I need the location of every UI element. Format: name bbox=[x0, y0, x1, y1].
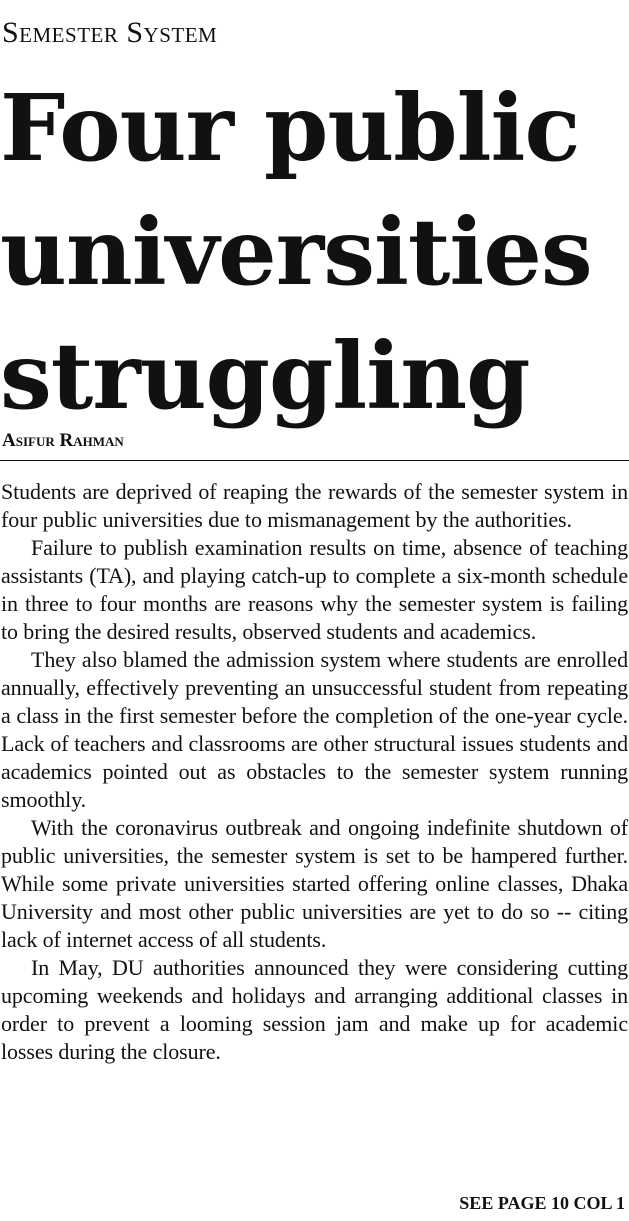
byline-divider bbox=[0, 460, 629, 461]
paragraph: Failure to publish examination results on time, absence of teaching assistants (TA), and playing catch-up to complete a six-month schedule in three to four months are reasons why the semester system is failing to bring the desired results, observed students and academics. bbox=[1, 535, 628, 644]
byline: Asifur Rahman bbox=[2, 430, 124, 451]
continuation-jump: SEE PAGE 10 COL 1 bbox=[459, 1193, 625, 1213]
paragraph: They also blamed the admission system where students are enrolled annually, effectively preventing an unsuccessful student from repeating a class in the first semester before the completion of the one-year cycle. Lack of teachers and classrooms are other structural issues students and academics pointed out as obstacles to the semester system running smoothly. bbox=[1, 647, 628, 812]
section-kicker: Semester System bbox=[2, 16, 218, 49]
paragraph: With the coronavirus outbreak and ongoing indefinite shutdown of public universities, the semester system is set to be hampered further. While some private universities started offering online classes, Dhaka University and most other public universities are yet to do so -- citing lack of internet access of all students. bbox=[1, 815, 628, 952]
article-body bbox=[1, 478, 628, 1066]
headline: Four public universities struggling bbox=[0, 74, 592, 430]
paragraph: Students are deprived of reaping the rewards of the semester system in four public universities due to mismanagement by the authorities. bbox=[1, 479, 628, 532]
paragraph: In May, DU authorities announced they were considering cutting upcoming weekends and holidays and arranging additional classes in order to prevent a looming session jam and make up for academic losses during the closure. bbox=[1, 955, 628, 1064]
